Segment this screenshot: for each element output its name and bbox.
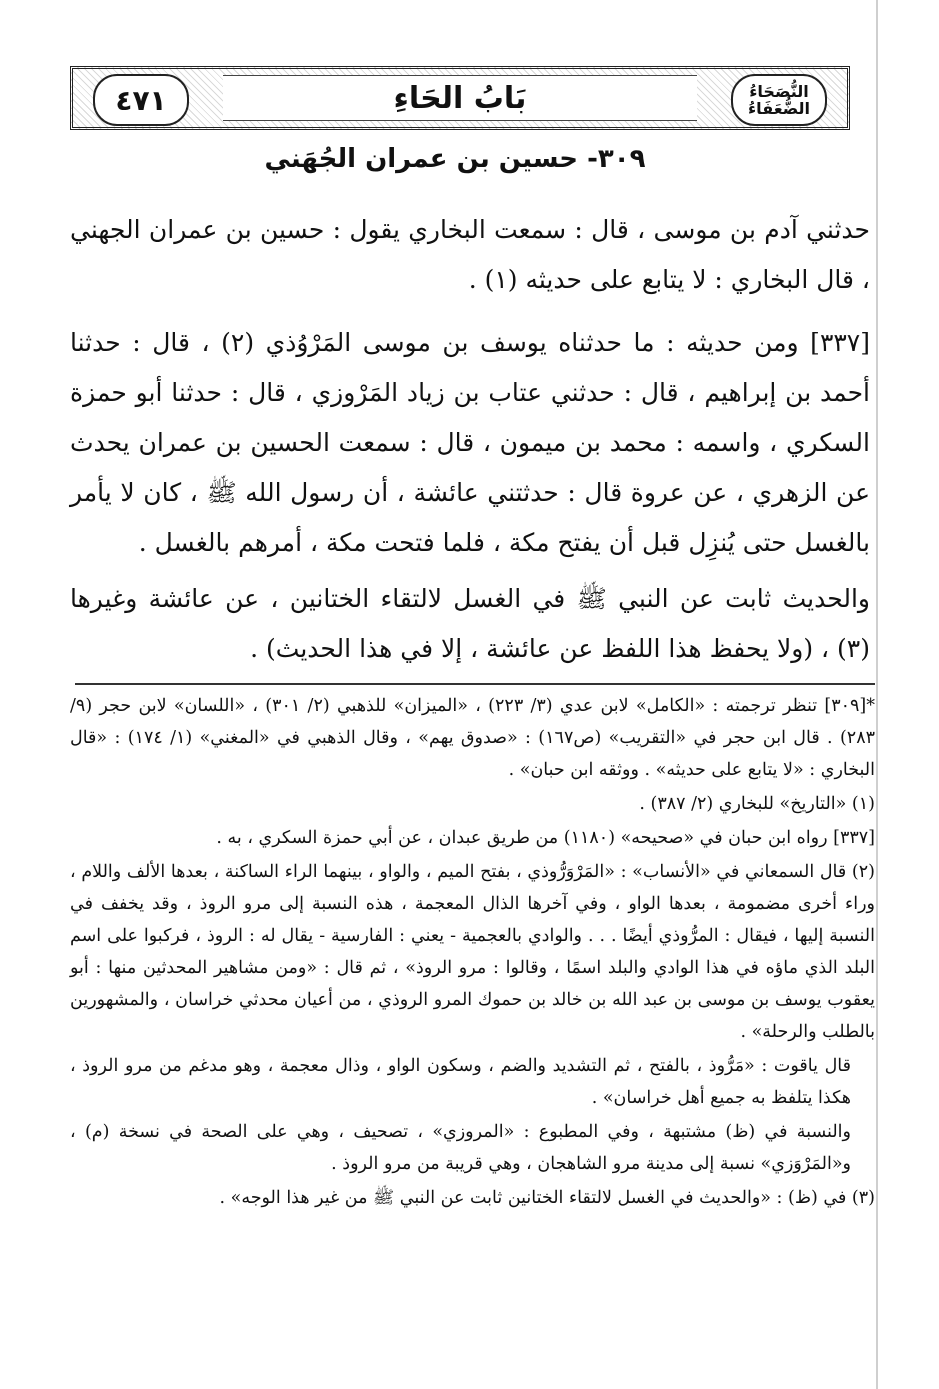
- footnote-divider: [75, 683, 875, 685]
- logo-line-2: الضُّعَفَاءُ: [748, 99, 810, 118]
- book-logo: [748, 83, 810, 117]
- footnote-309: *[٣٠٩] تنظر ترجمته : «الكامل» لابن عدي (٣/ ٢٢٣) ، «الميزان» للذهبي (٢/ ٣٠١) ، «اللسان» لابن حجر (٩/ ٢٨٣) . قال ابن حجر في «التقريب» (ص١٦٧) : «صدوق يهم» ، وقال الذهبي في «المغني» (١/ ١٧٤) : «قال البخاري : «لا يتابع على حديثه» . ووثقه ابن حبان» .: [70, 696, 875, 780]
- page-number: ٤٧١: [115, 83, 167, 117]
- body-paragraph-1: حدثني آدم بن موسى ، قال : سمعت البخاري يقول : حسين بن عمران الجهني ، قال البخاري : لا يتابع على حديثه (١) .: [70, 215, 870, 294]
- body-paragraph-3: والحديث ثابت عن النبي ﷺ في الغسل لالتقاء الختانين ، عن عائشة وغيرها (٣) ، (ولا يحفظ هذا اللفظ عن عائشة ، إلا في هذا الحديث) .: [70, 584, 870, 663]
- footnote-2-nisba: والنسبة في (ظ) مشتبهة ، وفي المطبوع : «المروزي» ، تصحيف ، وهي على الصحة في نسخة (م) ، و«المَرْوَزي» نسبة إلى مدينة مرو الشاهجان ، وهي قريبة من مرو الروذ .: [70, 1122, 851, 1174]
- chapter-title: بَابُ الحَاءِ: [393, 80, 527, 116]
- footnote-2: (٢) قال السمعاني في «الأنساب» : «المَرْوَرُّوذي ، بفتح الميم ، والواو ، بينهما الراء الساكنة ، بعدها الألف واللام ، وراء أخرى مضمومة ، بعدها الواو ، وفي آخرها الذال المعجمة ، هذه النسبة إلى مرو الروذ ، وقد يخفف في النسبة إليها ، فيقال : المرُّوذي أيضًا . . . والوادي بالعجمية - يعني : الفارسية - يقال له : الروذ ، فركبوا على اسم البلد الذي ماؤه في هذا الوادي والبلد اسمًا ، وقالوا : مرو الروذ» ، ثم قال : «ومن مشاهير المحدثين منها : أبو يعقوب يوسف بن موسى بن عبد الله بن خالد بن حموك المرو الروذي ، من أعيان محدثي خراسان ، والمشهورين بالطلب والرحلة» .: [70, 862, 875, 1042]
- book-logo-medallion: [731, 74, 827, 126]
- page-number-medallion: [93, 74, 189, 126]
- footnote-1: (١) «التاريخ» للبخاري (٢/ ٣٨٧) .: [639, 794, 875, 814]
- footnotes: [70, 690, 875, 1216]
- footnote-3: (٣) في (ظ) : «والحديث في الغسل لالتقاء الختانين ثابت عن النبي ﷺ من غير هذا الوجه» .: [219, 1188, 875, 1208]
- body-paragraph-2: [٣٣٧] ومن حديثه : ما حدثناه يوسف بن موسى المَرْوُذي (٢) ، قال : حدثنا أحمد بن إبراهيم ، قال : حدثني عتاب بن زياد المَرْوزي ، قال : حدثنا أبو حمزة السكري ، واسمه : محمد بن ميمون ، قال : سمعت الحسين بن عمران يحدث عن الزهري ، عن عروة قال : حدثتني عائشة ، أن رسول الله ﷺ ، كان لا يأمر بالغسل حتى يُنزِل قبل أن يفتح مكة ، فلما فتحت مكة ، أمرهم بالغسل .: [70, 328, 870, 557]
- logo-line-1: النُّصَحَاءُ: [749, 82, 809, 101]
- footnote-2-yaqut: قال ياقوت : «مَرُّوذ ، بالفتح ، ثم التشديد والضم ، وسكون الواو ، وذال معجمة ، وهو مدغم من مرو الروذ ، هكذا يتلفظ به جميع أهل خراسان» .: [70, 1056, 851, 1108]
- footnote-337: [٣٣٧] رواه ابن حبان في «صحيحه» (١١٨٠) من طريق عبدان ، عن أبي حمزة السكري ، به .: [216, 828, 875, 848]
- chapter-title-panel: [223, 75, 697, 121]
- entry-title: ٣٠٩- حسين بن عمران الجُهَني: [264, 144, 646, 174]
- page-header-band: [70, 66, 850, 130]
